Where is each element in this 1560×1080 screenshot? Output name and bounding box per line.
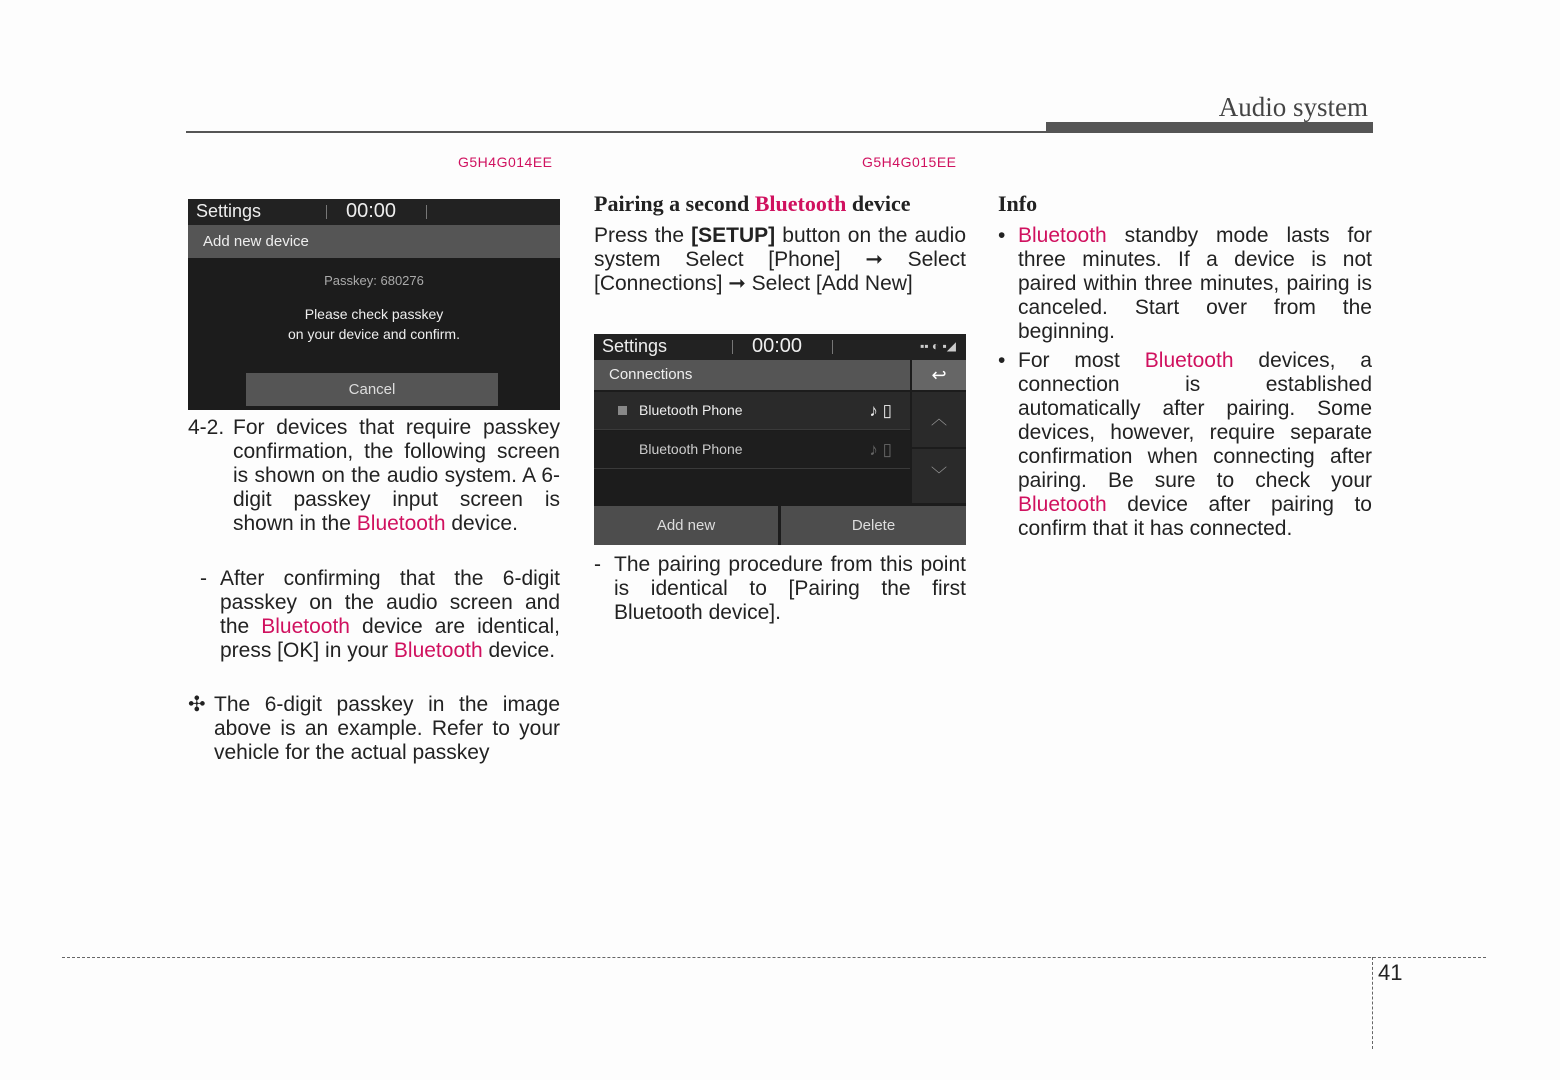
instruction-text: button on the audio system Select [Phone] ➞ Select [Connections] ➞ Select [Add New] xyxy=(594,224,967,295)
step-4-2 xyxy=(188,416,560,536)
bluetooth-term: Bluetooth xyxy=(356,512,446,535)
note-passkey-example xyxy=(188,693,560,765)
note-symbol: ✣ xyxy=(188,693,206,716)
bluetooth-term: Bluetooth xyxy=(261,615,350,638)
divider xyxy=(426,205,427,219)
bullet-body xyxy=(1018,349,1372,541)
status-icons: ▪▪ ◐ ▪◢ xyxy=(920,339,956,353)
dash-text: The pairing procedure from this point is identical to [Pairing the first Bluetooth device]. xyxy=(614,553,966,624)
bullet-marker: • xyxy=(998,224,1006,247)
bullet-body xyxy=(1018,224,1372,344)
figure-code-left: G5H4G014EE xyxy=(458,154,553,170)
confirm-message-line2: on your device and confirm. xyxy=(288,326,460,342)
screen-title: Settings xyxy=(602,336,668,356)
delete-button[interactable]: Delete xyxy=(781,506,966,545)
dash-item-procedure xyxy=(594,553,966,625)
screen-subtitle: Add new device xyxy=(188,225,560,258)
device-profile-icons: ♪ ▯ xyxy=(869,401,892,420)
setup-key: [SETUP] xyxy=(691,224,776,247)
screen-title: Settings xyxy=(196,201,262,221)
figure-code-middle: G5H4G015EE xyxy=(862,154,957,170)
instruction-text: Press the xyxy=(594,224,685,247)
bullet-text: device after pairing to confirm that it has connected. xyxy=(1018,493,1372,540)
scroll-up-icon[interactable]: ︿ xyxy=(912,392,966,447)
footer-vertical-rule xyxy=(1372,957,1373,1049)
scroll-down-icon[interactable]: ﹀ xyxy=(912,449,966,503)
header-rule xyxy=(186,131,1373,133)
page-number: 41 xyxy=(1378,960,1403,985)
device-name: Bluetooth Phone xyxy=(639,441,743,457)
screen-clock: 00:00 xyxy=(752,335,803,357)
bullet-text: standby mode lasts for three minutes. If a device is not paired within three minutes, pairing is canceled. Start over from the beginning. xyxy=(1018,224,1372,343)
connected-indicator-icon xyxy=(618,406,627,415)
bluetooth-term: Bluetooth xyxy=(1018,493,1107,516)
bluetooth-term: Bluetooth xyxy=(1018,224,1107,247)
info-bullet-connection xyxy=(998,349,1372,541)
step-number: 4-2. xyxy=(188,416,225,439)
dash-marker: - xyxy=(594,553,601,576)
screen-subtitle: Connections xyxy=(594,360,910,390)
divider xyxy=(326,205,327,219)
back-icon[interactable]: ↩ xyxy=(912,360,966,390)
step-text: device. xyxy=(451,512,518,535)
device-row[interactable] xyxy=(594,431,910,469)
note-text: The 6-digit passkey in the image above is an example. Refer to your vehicle for the actual passkey xyxy=(214,693,560,764)
device-row[interactable] xyxy=(594,392,910,430)
confirm-message-line1: Please check passkey xyxy=(304,306,444,322)
screen-status-bar xyxy=(594,334,966,360)
cancel-button[interactable]: Cancel xyxy=(246,373,498,406)
bluetooth-term: Bluetooth xyxy=(1144,349,1234,372)
info-heading: Info xyxy=(998,191,1038,216)
screenshot-connections xyxy=(594,334,966,545)
dash-body xyxy=(220,567,560,663)
screen-status-bar xyxy=(188,199,560,225)
bluetooth-term: Bluetooth xyxy=(754,191,847,216)
screen-clock: 00:00 xyxy=(346,200,397,222)
divider xyxy=(832,340,833,354)
bullet-text: For most xyxy=(1018,349,1120,372)
dash-text: After confirming that the 6-digit passkey on the audio screen and the xyxy=(220,567,560,638)
device-profile-icons: ♪ ▯ xyxy=(869,440,892,459)
info-bullet-standby xyxy=(998,224,1372,344)
dash-text: device are identical, press [OK] in your xyxy=(220,615,560,662)
setup-instructions xyxy=(594,224,966,296)
confirm-message xyxy=(188,304,560,344)
bullet-marker: • xyxy=(998,349,1006,372)
dash-marker: - xyxy=(200,567,207,590)
dash-text: device. xyxy=(488,639,556,662)
section-title: Audio system xyxy=(1218,92,1368,122)
passkey-text: Passkey: 680276 xyxy=(324,273,424,288)
screenshot-add-new-device xyxy=(188,199,560,410)
heading-text: device xyxy=(851,191,911,216)
bluetooth-term: Bluetooth xyxy=(393,639,483,662)
step-body xyxy=(233,416,560,536)
bullet-text: devices, a connection is established automatically after pairing. Some devices, however, require separate confirmation when connecting after pairing. Be sure to check your xyxy=(1018,349,1372,492)
add-new-button[interactable]: Add new xyxy=(594,506,778,545)
footer-rule xyxy=(62,957,1486,958)
step-text: For devices that require passkey confirmation, the following screen is shown on the audio system. A 6-digit passkey input screen is shown in the xyxy=(233,416,560,535)
heading-pairing-second xyxy=(594,191,966,217)
dash-item-confirm xyxy=(200,567,560,663)
divider xyxy=(732,340,733,354)
device-name: Bluetooth Phone xyxy=(639,402,743,418)
heading-text: Pairing a second xyxy=(594,191,750,216)
